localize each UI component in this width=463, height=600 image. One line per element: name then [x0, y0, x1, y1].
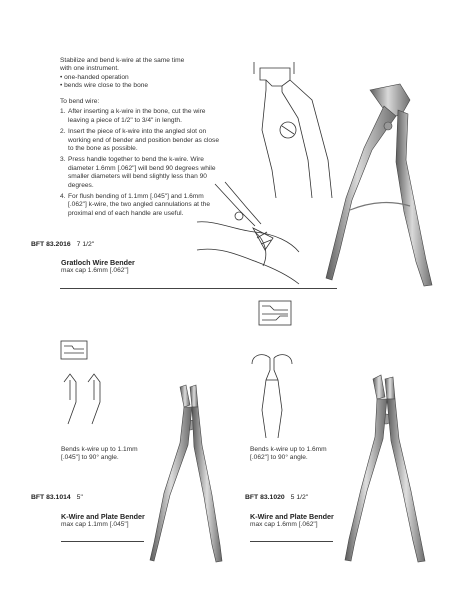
- bend-step: [60, 128, 220, 153]
- product3-divider: [250, 541, 333, 542]
- gratloch-bender-image: [300, 80, 440, 295]
- plate-bender-slot-diagram: [60, 340, 88, 360]
- step-text: Press handle together to bend the k-wire. Wire diameter 1.6mm [.062"] will bend 90 degrees while smaller diameters will bend slightly less than 90 degrees.: [68, 156, 216, 189]
- step-text: Insert the piece of k-wire into the angled slot on working end of bender and position bender as close to the bone as possible.: [68, 128, 220, 153]
- product1-cap: max cap 1.6mm [.062"]: [61, 267, 129, 274]
- product3-name: K-Wire and Plate Bender: [250, 512, 334, 521]
- product1-name: Gratloch Wire Bender: [61, 258, 135, 267]
- step-number: 3.: [60, 156, 66, 164]
- intro-bullet: • one-handed operation: [60, 73, 129, 81]
- plate-bender-head-drawing: [244, 350, 300, 440]
- product3-desc-line: Bends k-wire up to 1.6mm: [250, 446, 327, 453]
- product3-code-text: BFT 83.1020: [245, 494, 285, 501]
- intro-line-2: with one instrument.: [60, 65, 120, 73]
- bend-step: [60, 108, 220, 125]
- product2-divider: [61, 541, 144, 542]
- k-wire-plate-bender-small-image: [150, 385, 240, 565]
- step-number: 1.: [60, 108, 66, 116]
- product3-code: [245, 494, 308, 501]
- step-text: After inserting a k-wire in the bone, cut the wire leaving a piece of 1/2" to 3/4" in length.: [68, 108, 206, 124]
- k-wire-plate-bender-large-image: [345, 375, 435, 565]
- product2-code-text: BFT 83.1014: [31, 494, 71, 501]
- intro-bullets: [60, 74, 235, 91]
- product3-description: [250, 446, 327, 463]
- product2-name: K-Wire and Plate Bender: [61, 512, 145, 521]
- bender-slot-diagram: [258, 300, 292, 326]
- bone-bending-drawing: [195, 180, 305, 295]
- product2-size: 5": [76, 494, 83, 501]
- product3-size: 5 1/2": [290, 494, 309, 501]
- intro-text: [60, 57, 235, 91]
- product3-cap: max cap 1.6mm [.062"]: [250, 521, 318, 528]
- intro-line-1: Stabilize and bend k-wire at the same time: [60, 57, 185, 64]
- plate-bender-jaw-drawing: [58, 372, 108, 427]
- product3-desc-line: [.062"] to 90° angle.: [250, 454, 308, 462]
- product2-desc-line: Bends k-wire up to 1.1mm: [61, 446, 138, 453]
- product1-size: 7 1/2": [76, 241, 95, 248]
- step-number: 4.: [60, 193, 66, 201]
- product1-code: [31, 241, 94, 248]
- bend-heading: To bend wire:: [60, 98, 100, 105]
- intro-bullet: • bends wire close to the bone: [60, 82, 149, 90]
- product2-description: [61, 446, 138, 463]
- product1-code-text: BFT 83.2016: [31, 241, 71, 248]
- product2-cap: max cap 1.1mm [.045"]: [61, 521, 129, 528]
- step-text: For flush bending of 1.1mm [.045"] and 1.6mm [.062"] k-wire, the two angled cannulations at the proximal end of each handle are useful.: [68, 193, 210, 217]
- product2-desc-line: [.045"] to 90° angle.: [61, 454, 119, 462]
- product2-code: [31, 494, 83, 501]
- step-number: 2.: [60, 128, 66, 136]
